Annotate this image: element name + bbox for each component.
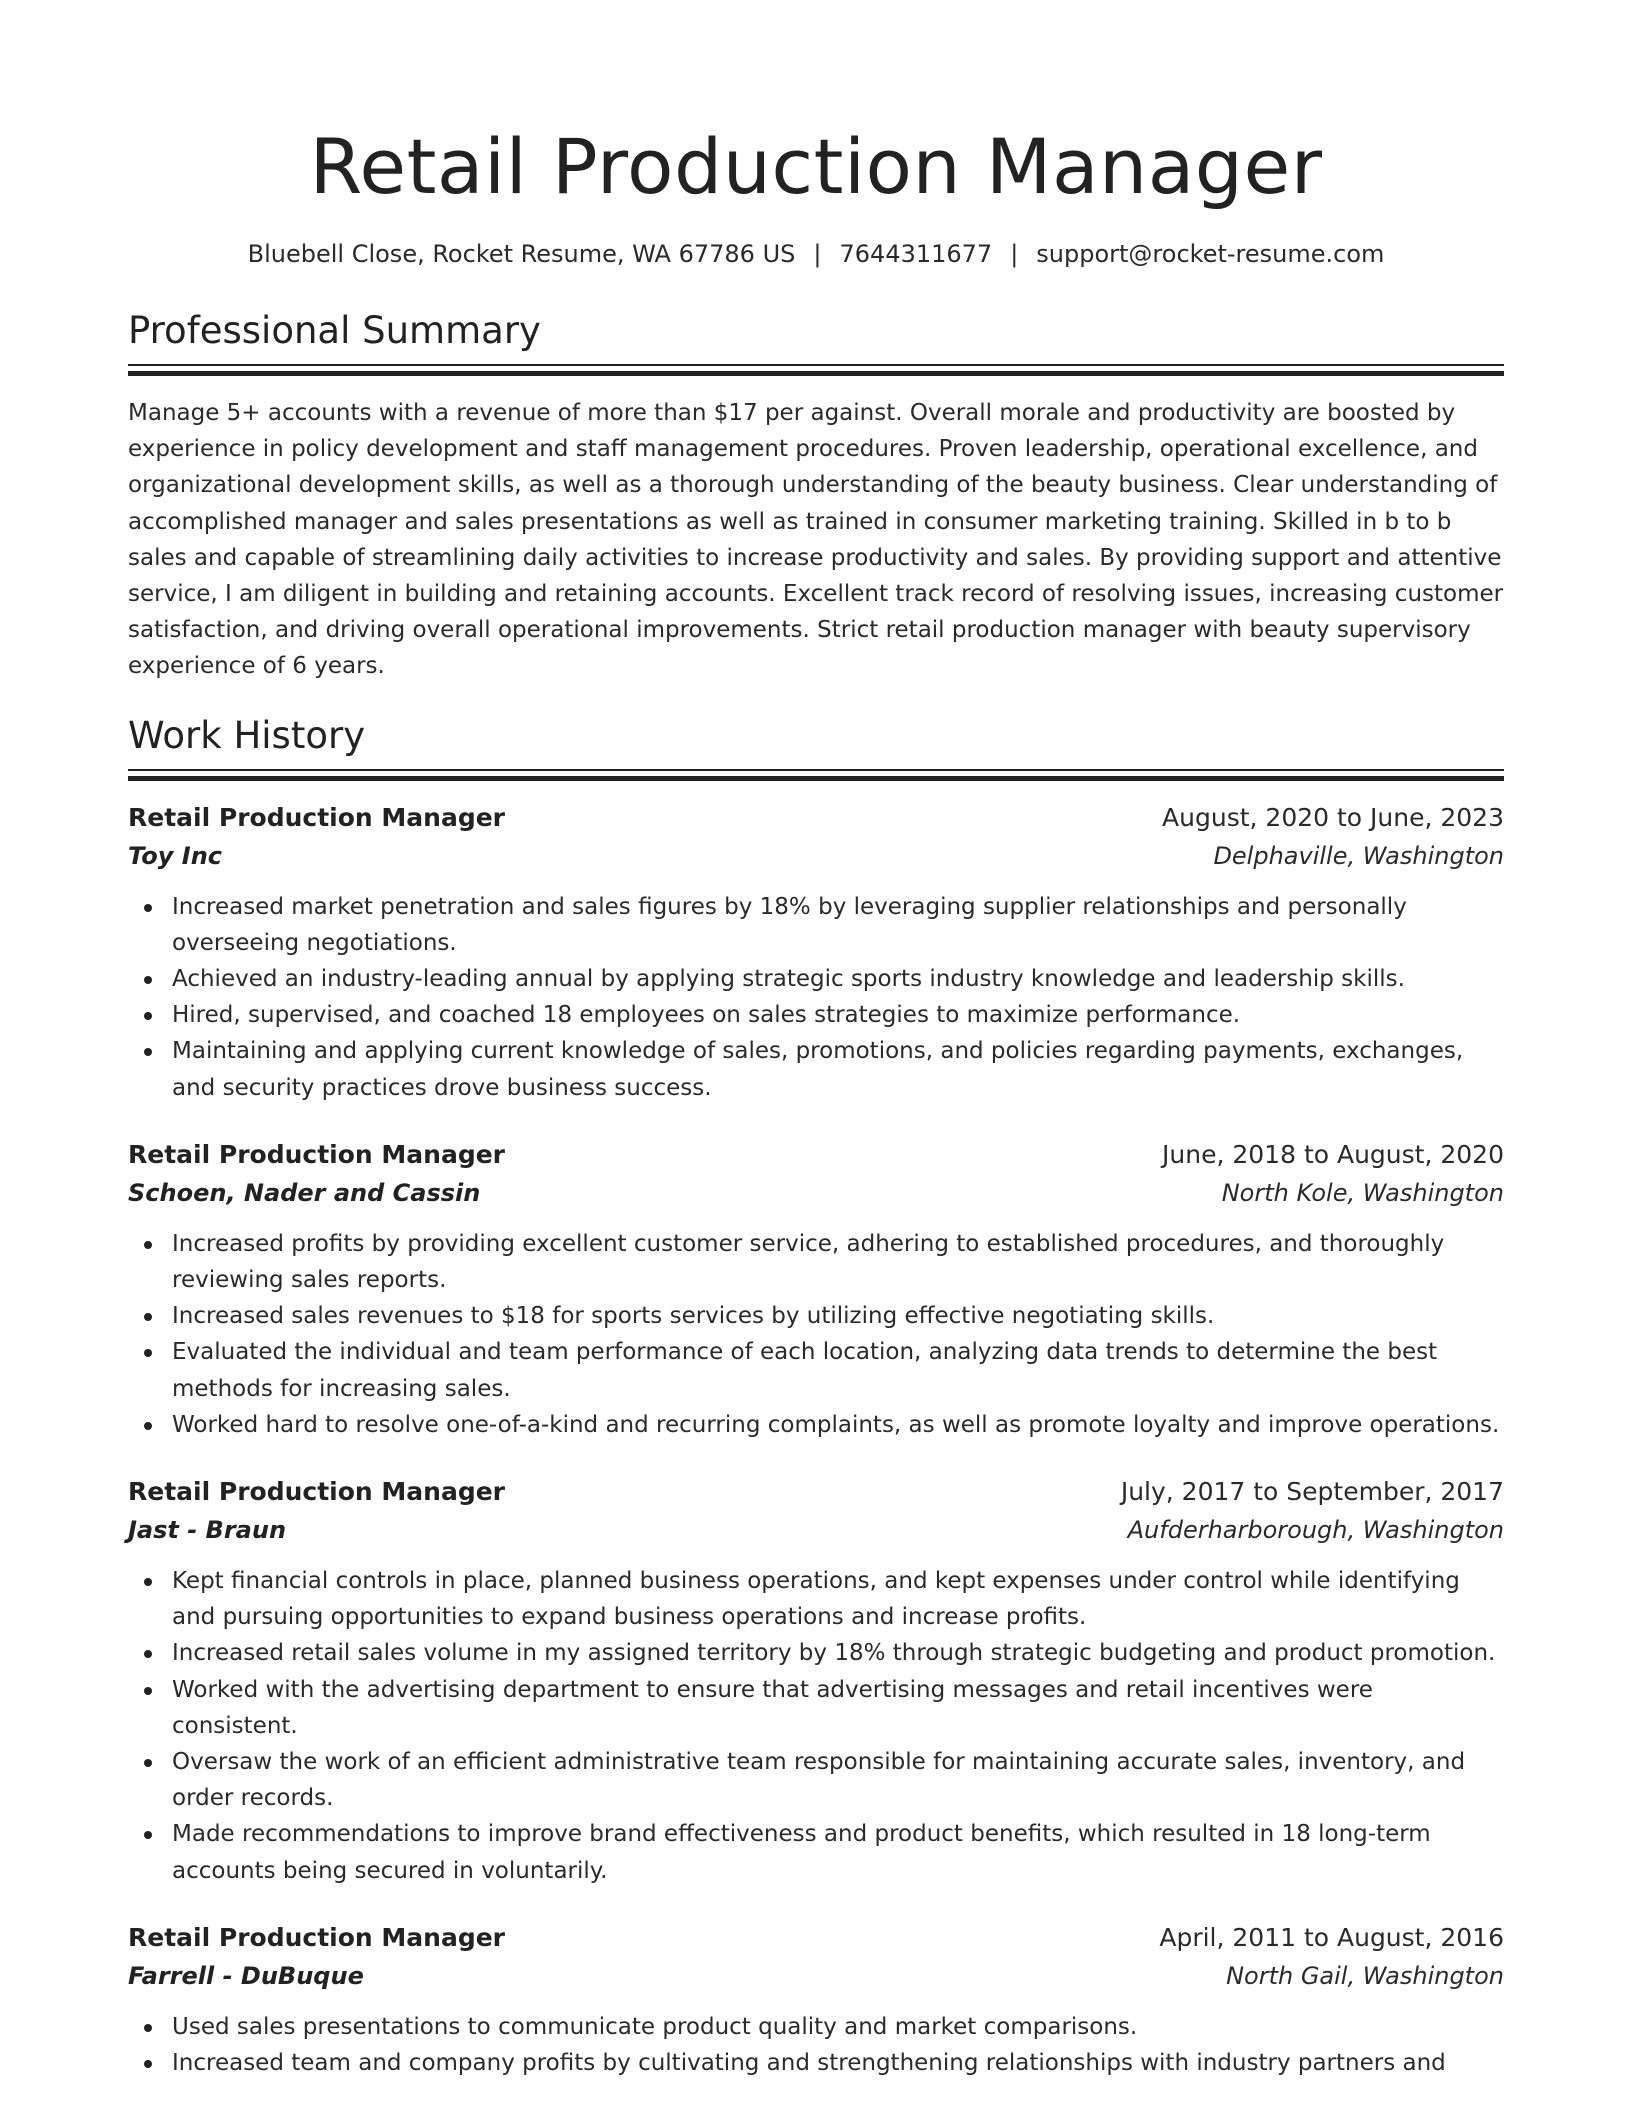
job-subheader-row — [128, 1511, 1504, 1549]
contact-email: support@rocket-resume.com — [1036, 240, 1385, 268]
job-subheader-row — [128, 837, 1504, 875]
job-company: Toy Inc — [128, 841, 223, 870]
job-title: Retail Production Manager — [128, 802, 506, 832]
job-bullet: Increased profits by providing excellent customer service, adhering to established procedures, and thoroughly reviewing sales reports. — [172, 1226, 1504, 1298]
job-company: Jast - Braun — [128, 1516, 287, 1545]
resume-name-title: Retail Production Manager — [309, 122, 1323, 211]
section-heading: Work History — [128, 713, 366, 757]
job-bullet: Evaluated the individual and team performance of each location, analyzing data trends to determine the best methods for increasing sales. — [172, 1334, 1504, 1406]
job-subheader-row — [128, 1957, 1504, 1995]
job-subheader-row — [128, 1174, 1504, 1212]
contact-separator: | — [1010, 240, 1019, 268]
job-bullet: Used sales presentations to communicate product quality and market comparisons. — [172, 2009, 1504, 2045]
job-bullet: Achieved an industry-leading annual by applying strategic sports industry knowledge and leadership skills. — [172, 961, 1504, 997]
job-location: Aufderharborough, Washington — [1127, 1516, 1504, 1545]
job-bullet: Kept financial controls in place, planned business operations, and kept expenses under control while identifying and pursuing opportunities to expand business operations and increase profits. — [172, 1563, 1504, 1635]
job-bullet: Oversaw the work of an efficient administrative team responsible for maintaining accurate sales, inventory, and order records. — [172, 1744, 1504, 1816]
job-title: Retail Production Manager — [128, 1139, 506, 1169]
summary-paragraph: Manage 5+ accounts with a revenue of more than $17 per against. Overall morale and productivity are boosted by experience in policy development and staff management procedures. Proven leadership, operational excellence, and organizational development skills, as well as a thorough understanding of the beauty business. Clear understanding of accomplished manager and sales presentations as well as trained in consumer marketing training. Skilled in b to b sales and capable of streamlining daily activities to increase productivity and sales. By providing support and attentive service, I am diligent in building and retaining accounts. Excellent track record of resolving issues, increasing customer satisfaction, and driving overall operational improvements. Strict retail production manager with beauty supervisory experience of 6 years. — [128, 400, 1504, 680]
contact-line — [128, 238, 1504, 270]
job-dates: April, 2011 to August, 2016 — [1159, 1922, 1504, 1952]
job-bullet: Increased team and company profits by cultivating and strengthening relationships with industry partners and — [172, 2045, 1504, 2081]
job-dates: August, 2020 to June, 2023 — [1162, 802, 1504, 832]
job-title: Retail Production Manager — [128, 1477, 506, 1507]
job-header-row — [128, 1919, 1504, 1957]
contact-separator: | — [813, 240, 822, 268]
job-entry — [128, 1473, 1504, 1889]
job-dates: July, 2017 to September, 2017 — [1120, 1477, 1504, 1507]
job-bullet: Maintaining and applying current knowledge of sales, promotions, and policies regarding payments, exchanges, and security practices drove business success. — [172, 1033, 1504, 1105]
job-bullet: Made recommendations to improve brand effectiveness and product benefits, which resulted in 18 long-term accounts being secured in voluntarily. — [172, 1816, 1504, 1888]
job-entry — [128, 799, 1504, 1106]
job-header-row — [128, 1473, 1504, 1511]
job-bullet-list — [128, 1226, 1504, 1443]
job-bullet: Increased market penetration and sales figures by 18% by leveraging supplier relationships and personally overseeing negotiations. — [172, 889, 1504, 961]
job-entry — [128, 1136, 1504, 1443]
job-list — [128, 799, 1504, 2082]
job-bullet: Hired, supervised, and coached 18 employees on sales strategies to maximize performance. — [172, 997, 1504, 1033]
section-divider-thin — [128, 769, 1504, 771]
job-company: Farrell - DuBuque — [128, 1961, 364, 1990]
job-bullet: Worked with the advertising department to ensure that advertising messages and retail incentives were consistent. — [172, 1672, 1504, 1744]
section-divider-thin — [128, 364, 1504, 366]
job-title: Retail Production Manager — [128, 1922, 506, 1952]
job-bullet: Increased retail sales volume in my assigned territory by 18% through strategic budgeting and product promotion. — [172, 1635, 1504, 1671]
work-history-section — [128, 713, 1504, 2082]
resume-page — [128, 0, 1504, 2111]
section-divider-thick — [128, 776, 1504, 781]
job-header-row — [128, 1136, 1504, 1174]
job-header-row — [128, 799, 1504, 837]
job-company: Schoen, Nader and Cassin — [128, 1178, 481, 1207]
job-entry — [128, 1919, 1504, 2081]
section-divider-thick — [128, 371, 1504, 376]
contact-phone: 7644311677 — [839, 240, 993, 268]
job-location: North Gail, Washington — [1226, 1961, 1504, 1990]
job-bullet: Worked hard to resolve one-of-a-kind and recurring complaints, as well as promote loyalty and improve operations. — [172, 1407, 1504, 1443]
contact-address: Bluebell Close, Rocket Resume, WA 67786 US — [247, 240, 796, 268]
professional-summary-section — [128, 308, 1504, 685]
job-location: North Kole, Washington — [1221, 1178, 1504, 1207]
job-location: Delphaville, Washington — [1213, 841, 1504, 870]
job-bullet-list — [128, 1563, 1504, 1889]
job-bullet-list — [128, 889, 1504, 1106]
job-bullet-list — [128, 2009, 1504, 2081]
section-heading: Professional Summary — [128, 309, 541, 352]
job-dates: June, 2018 to August, 2020 — [1162, 1139, 1504, 1169]
job-bullet: Increased sales revenues to $18 for sports services by utilizing effective negotiating skills. — [172, 1298, 1504, 1334]
